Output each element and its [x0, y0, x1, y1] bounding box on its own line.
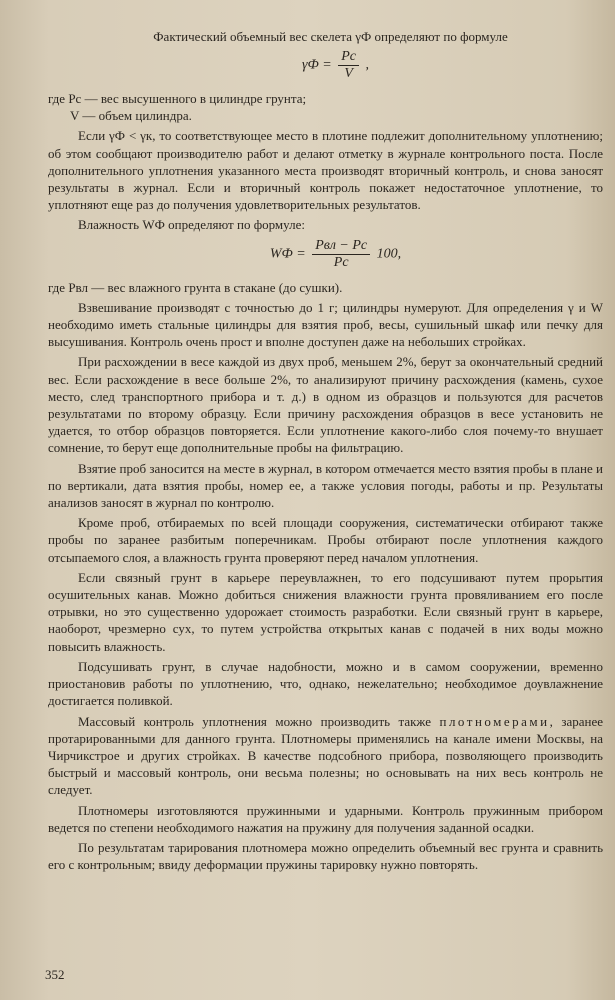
paragraph-density-meters-term: плотномерами — [439, 713, 550, 729]
formula2-fraction — [312, 238, 370, 271]
definition-pvl: где Pвл — вес влажного грунта в стакане (до сушки). — [48, 279, 343, 295]
formula1-fraction — [338, 49, 359, 82]
formula1-denominator: V — [344, 66, 353, 81]
paragraph-calibration: По результатам тарирования плотномера можно определить объемный вес грунта и сравнить его с контрольным; ввиду деформации пружины тарировку нужно повторять. — [48, 839, 603, 873]
formula2-tail: 100, — [376, 246, 402, 262]
paragraph-wet-soil: Если связный грунт в карьере переувлажнен, то его подсушивают путем прорытия осушительных канав. Можно добиться снижения влажности грунта провяливанием его после отрывки, но это существенно удорожает стоимость разработки. Если связный грунт в карьере, наоборот, чрезмерно сух, то путем устройства открытых канав с подачей в них воды можно повысить влажность. — [48, 569, 603, 654]
formula2-numerator: Pвл − Pс — [312, 238, 370, 255]
paragraph-cross-sections: Кроме проб, отбираемых по всей площади сооружения, систематически отбирают также пробы по заранее разбитым поперечникам. Пробы отбирают после уплотнения каждого отсыпаемого слоя, а влажность грунта проверяют перед началом уплотнения. — [48, 515, 603, 565]
paragraph-density-meters — [48, 713, 603, 799]
paragraph-density-meters-a: Массовый контроль уплотнения можно производить также — [78, 713, 440, 729]
paragraph-meter-types: Плотномеры изготовляются пружинными и ударными. Контроль пружинным прибором ведется по степени необходимого нажатия на пружину для получения заданной осадки. — [48, 802, 603, 835]
paragraph-drying: Подсушивать грунт, в случае надобности, можно и в самом сооружении, временно приостановив работы по уплотнению, что, однако, нежелательно; необходимое доувлажнение достигается поливкой. — [48, 658, 603, 709]
paragraph-moisture-intro: Влажность WФ определяют по формуле: — [78, 217, 305, 233]
page-number: 352 — [45, 967, 65, 982]
paragraph-discrepancy: При расхождении в весе каждой из двух проб, меньшем 2%, берут за окончательный средний вес. Если расхождение в весе больше 2%, то анализируют причину расхождения (камень, сухое место, след транспортного прибора и т. д.) в одном из образцов и пользуются для расчетов результатами по второму образцу. Если причину расхождения образцов в весе установить не удается, то отбор образцов повторяется. Если уплотнение какого-либо слоя почему-то внушает сомнение, то берут еще дополнительные пробы на фильтрацию. — [48, 354, 603, 456]
paragraph-recompaction: Если γФ < γк, то соответствующее место в плотине подлежит дополнительному уплотнению; об этом сообщают производителю работ и делают отметку в журнале контрольного поста. После дополнительного уплотнения указанного места производят вторичный контроль, и снова заносят результаты в журнал. Если и вторичный контроль покажет недостаточное уплотнение, то уплотняют еще раз до получения удовлетворительных результатов. — [48, 128, 603, 213]
formula1-tail: , — [365, 57, 369, 73]
formula1-lhs: γФ = — [302, 57, 332, 73]
formula2-lhs: WФ = — [269, 246, 306, 262]
paragraph-journal: Взятие проб заносится на месте в журнал, в котором отмечается место взятия пробы в плане и по вертикали, дата взятия пробы, номер ее, а также условия погоды, работы и пр. Результаты анализов заносят в журнал по контролю. — [48, 460, 603, 511]
formula2-denominator: Pс — [333, 254, 349, 270]
definition-pc: где Pс — вес высушенного в цилиндре грунта; — [48, 91, 307, 106]
intro-line: Фактический объемный вес скелета γФ определяют по формуле — [153, 29, 508, 44]
definition-v: V — объем цилиндра. — [70, 108, 192, 124]
formula1-numerator: Pс — [338, 49, 359, 66]
density-formula — [48, 49, 603, 82]
paragraph-weighing: Взвешивание производят с точностью до 1 г; цилиндры нумеруют. Для определения γ и W необходимо иметь стальные цилиндры для взятия проб, весы, сушильный шкаф или печку для высушивания. Контроль очень прост и вполне доступен даже на небольших стройках. — [48, 299, 603, 350]
moisture-formula — [48, 238, 603, 271]
paragraph-density-meters-b: , заранее протарированными для данного грунта. Плотномеры применялись на канале имени Москвы, на Чирчикстрое и других стройках. В качестве подсобного прибора, позволяющего производить быстрый и массовый контроль, они весьма полезны; но основывать на них весь контроль не следует. — [48, 713, 603, 798]
